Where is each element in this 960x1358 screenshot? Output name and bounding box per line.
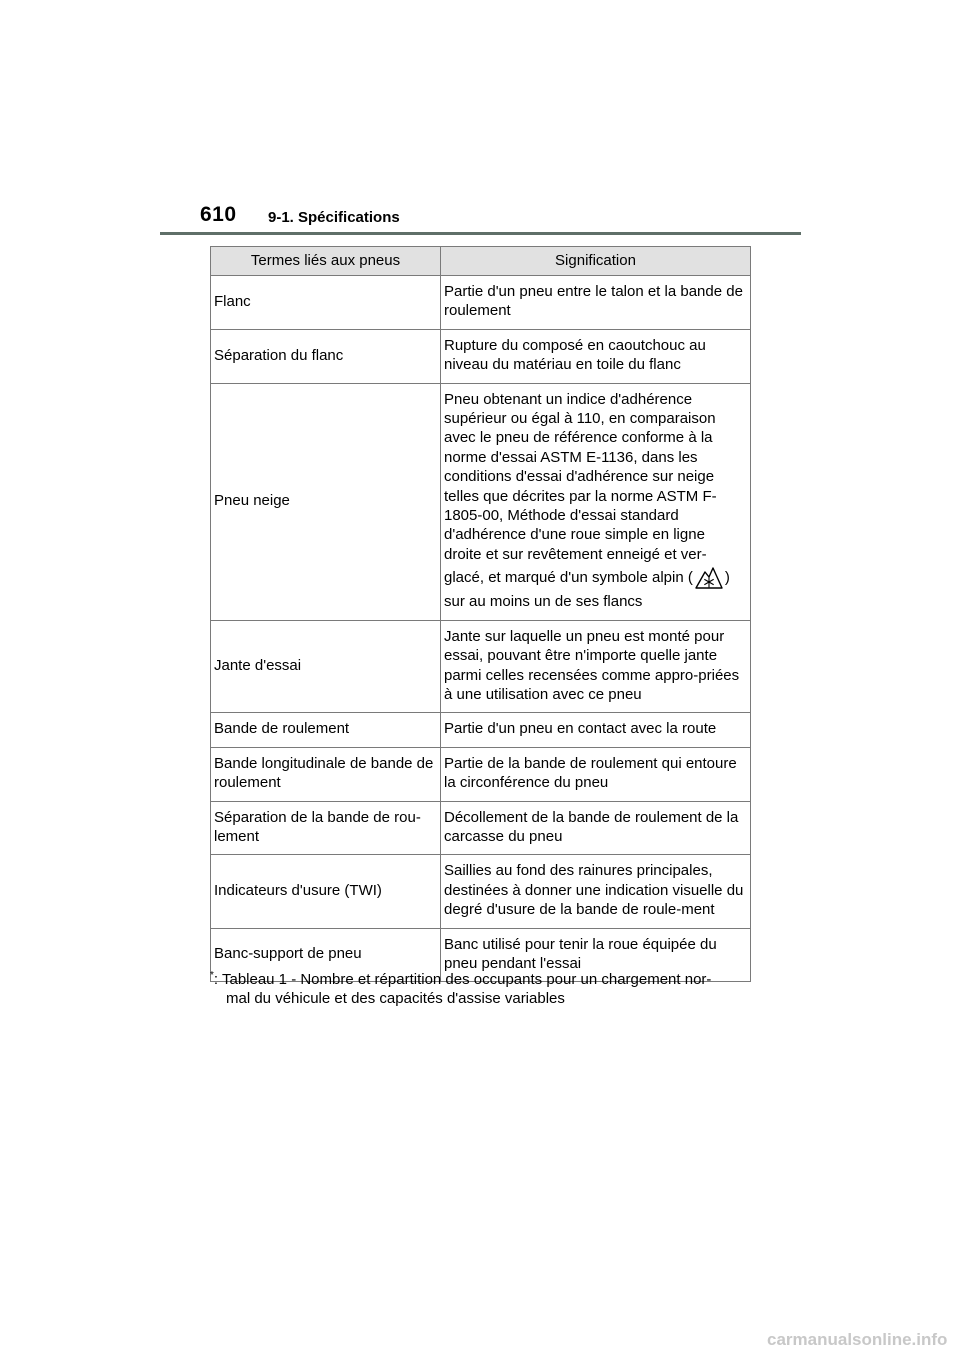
term-cell: Bande longitudinale de bande de roulement (211, 747, 441, 801)
alpine-text-after: ) (724, 568, 730, 586)
column-header-meaning: Signification (441, 247, 751, 276)
table-row (211, 276, 751, 330)
page-number: 610 (200, 203, 237, 226)
term-cell: Indicateurs d'usure (TWI) (211, 855, 441, 928)
meaning-cell: Décollement de la bande de roulement de la carcasse du pneu (441, 801, 751, 855)
table-row (211, 855, 751, 928)
footnote-line-2: mal du véhicule et des capacités d'assise variables (226, 990, 565, 1008)
table-row (211, 383, 751, 620)
term-cell: Flanc (211, 276, 441, 330)
meaning-cell (441, 383, 751, 620)
column-header-term: Termes liés aux pneus (211, 247, 441, 276)
meaning-cell: Partie de la bande de roulement qui entoure la circonférence du pneu (441, 747, 751, 801)
meaning-cell: Jante sur laquelle un pneu est monté pour essai, pouvant être n'importe quelle jante parmi celles recensées comme appro-priées à une utilisation avec ce pneu (441, 620, 751, 713)
tire-terms-table (210, 246, 751, 982)
term-cell: Séparation du flanc (211, 329, 441, 383)
term-cell: Banc-support de pneu (211, 928, 441, 982)
section-title: 9-1. Spécifications (268, 209, 400, 226)
term-cell: Séparation de la bande de rou-lement (211, 801, 441, 855)
term-cell: Jante d'essai (211, 620, 441, 713)
snow-tire-definition-end: sur au moins un de ses flancs (444, 593, 643, 611)
alpine-text-before: glacé, et marqué d'un symbole alpin ( (444, 568, 693, 586)
meaning-cell: Rupture du composé en caoutchouc au niveau du matériau en toile du flanc (441, 329, 751, 383)
meaning-cell: Banc utilisé pour tenir la roue équipée du pneu pendant l'essai (441, 928, 751, 982)
table-header-row (211, 247, 751, 276)
table-row (211, 801, 751, 855)
meaning-cell: Saillies au fond des rainures principales, destinées à donner une indication visuelle du degré d'usure de la bande de roule-ment (441, 855, 751, 928)
table-row (211, 620, 751, 713)
table-row (211, 747, 751, 801)
watermark: carmanualsonline.info (767, 1330, 948, 1349)
meaning-cell: Partie d'un pneu en contact avec la route (441, 713, 751, 747)
table-row (211, 713, 751, 747)
footnote-marker: * (210, 970, 214, 981)
alpine-snowflake-icon (694, 564, 724, 590)
term-cell: Bande de roulement (211, 713, 441, 747)
footnote-line-1: : Tableau 1 - Nombre et répartition des occupants pour un chargement nor- (213, 971, 712, 988)
table-row (211, 329, 751, 383)
snow-tire-definition: Pneu obtenant un indice d'adhérence supérieur ou égal à 110, en comparaison avec le pneu de référence conforme à la norme d'essai ASTM E-1136, dans les conditions d'essai d'adhérence sur neige telles que décrites par la norme ASTM F-1805-00, Méthode d'essai standard d'adhérence d'une roue simple en ligne droite et sur revêtement enneigé et ver- (444, 390, 717, 563)
meaning-cell: Partie d'un pneu entre le talon et la bande de roulement (441, 276, 751, 330)
header-rule (160, 232, 801, 235)
term-cell: Pneu neige (211, 383, 441, 620)
alpine-symbol-line (444, 564, 730, 590)
footnote (210, 966, 755, 1009)
